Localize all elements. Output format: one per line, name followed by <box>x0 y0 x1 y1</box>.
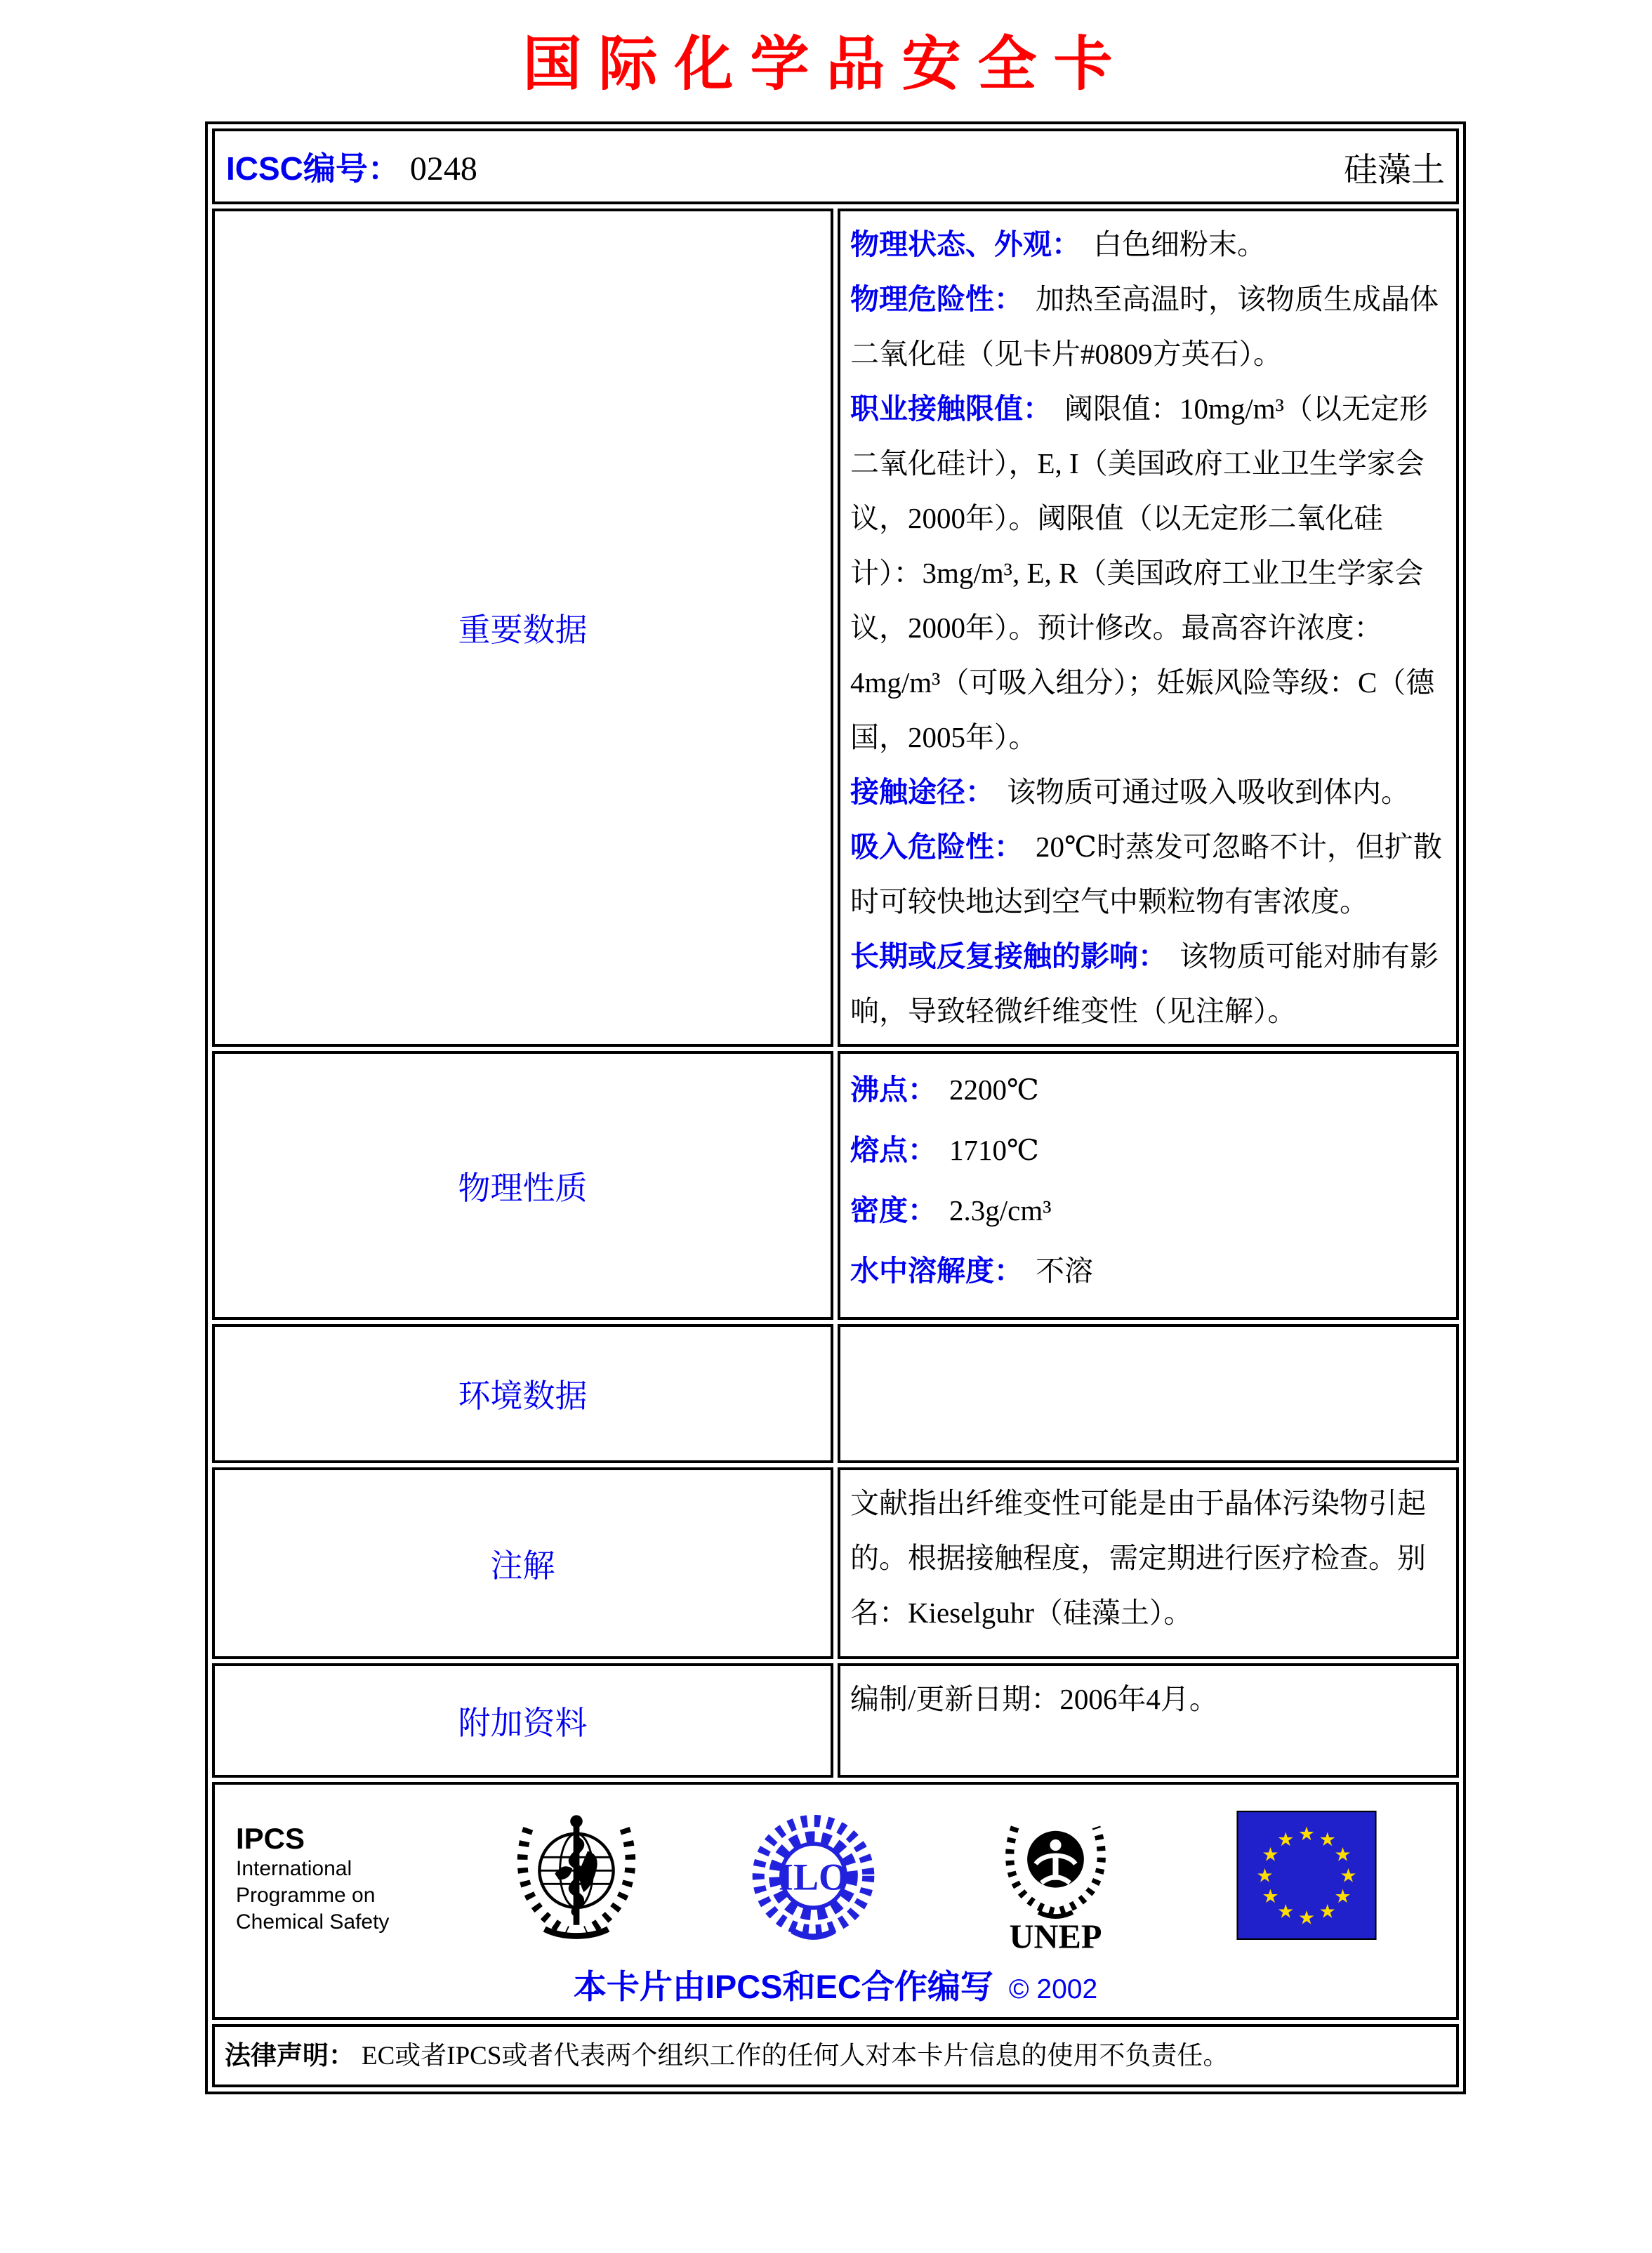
field-physical-state <box>850 217 1445 272</box>
field-density <box>850 1180 1445 1241</box>
section-label-physical-properties: 物理性质 <box>212 1051 833 1320</box>
eu-star-icon: ★ <box>1277 1828 1295 1851</box>
field-label: 物理状态、外观： <box>850 228 1081 260</box>
important-data-content <box>838 209 1459 1047</box>
logos-cell <box>212 1782 1459 2020</box>
legal-row <box>212 2024 1459 2087</box>
eu-star-icon: ★ <box>1334 1843 1352 1865</box>
field-water-solubility <box>850 1241 1445 1301</box>
field-text: 2200℃ <box>949 1073 1039 1106</box>
field-exposure-routes <box>850 765 1445 819</box>
header-cell <box>212 128 1459 204</box>
field-label: 接触途径： <box>850 776 994 808</box>
field-text: 20℃时蒸发可忽略不计，但扩散时可较快地达到空气中颗粒物有害浓度。 <box>850 831 1442 918</box>
eu-star-icon: ★ <box>1319 1901 1336 1923</box>
field-text: 2.3g/cm³ <box>949 1194 1052 1227</box>
notes-content: 文献指出纤维变性可能是由于晶体污染物引起的。根据接触程度，需定期进行医疗检查。别名：Kieselguhr（硅藻土）。 <box>838 1467 1459 1659</box>
eu-star-icon: ★ <box>1297 1823 1316 1845</box>
who-logo-icon <box>510 1812 643 1945</box>
eu-star-icon: ★ <box>1262 1885 1279 1908</box>
eu-star-icon: ★ <box>1277 1901 1295 1923</box>
environmental-data-content <box>838 1324 1459 1463</box>
field-label: 水中溶解度： <box>850 1255 1023 1287</box>
section-label-additional-info: 附加资料 <box>212 1663 833 1778</box>
footer-caption <box>236 1961 1435 2008</box>
ipcs-acronym: IPCS <box>236 1821 305 1855</box>
unep-logo-text: UNEP <box>1009 1918 1102 1954</box>
section-label-important-data: 重要数据 <box>212 209 833 1047</box>
field-text: 白色细粉末。 <box>1093 228 1266 260</box>
environmental-data-row <box>212 1324 1459 1463</box>
notes-row <box>212 1467 1459 1659</box>
legal-label: 法律声明： <box>225 2040 355 2070</box>
caption-text: 本卡片由IPCS和EC合作编写 <box>573 1968 993 2005</box>
section-label-notes: 注解 <box>212 1467 833 1659</box>
field-melting-point <box>850 1120 1445 1180</box>
copyright-text: © 2002 <box>1008 1974 1098 2004</box>
field-text: 该物质可通过吸入吸收到体内。 <box>1007 776 1410 808</box>
page-title: 国际化学品安全卡 <box>522 31 1130 97</box>
icsc-number-group <box>226 143 477 190</box>
eu-star-icon: ★ <box>1319 1828 1336 1851</box>
physical-properties-row <box>212 1051 1459 1320</box>
unep-logo-icon <box>994 1810 1117 1954</box>
field-label: 沸点： <box>850 1073 937 1106</box>
additional-info-content: 编制/更新日期：2006年4月。 <box>838 1663 1459 1778</box>
field-text: 阈限值：10mg/m³（以无定形二氧化硅计），E, I（美国政府工业卫生学家会议，2000年）。阈限值（以无定形二氧化硅计）：3mg/m³, E, R（美国政府工业卫生学家会议，2000年）。预计修改。最高容许浓度：4mg/m³（可吸入组分）；妊娠风险等级：C（德国，2005年）。 <box>850 392 1435 753</box>
field-occupational-exposure-limits <box>850 381 1445 765</box>
additional-info-row <box>212 1663 1459 1778</box>
field-text: 该物质可能对肺有影响，导致轻微纤维变性（见注解）。 <box>850 940 1439 1027</box>
field-boiling-point <box>850 1059 1445 1120</box>
eu-star-icon: ★ <box>1297 1906 1316 1929</box>
ipcs-line: Chemical Safety <box>236 1910 390 1934</box>
field-text: 不溶 <box>1036 1255 1093 1287</box>
ipcs-line: Programme on <box>236 1883 376 1907</box>
field-label: 熔点： <box>850 1134 937 1166</box>
legal-cell <box>212 2024 1459 2087</box>
icsc-number-label: ICSC编号： <box>226 150 400 187</box>
icsc-number-value: 0248 <box>409 150 477 187</box>
field-label: 密度： <box>850 1194 937 1227</box>
eu-star-icon: ★ <box>1334 1885 1352 1908</box>
field-label: 吸入危险性： <box>850 831 1023 863</box>
field-text: 加热至高温时，该物质生成晶体二氧化硅（见卡片#0809方英石）。 <box>850 283 1439 370</box>
field-label: 长期或反复接触的影响： <box>850 940 1167 972</box>
ilo-logo-text: ILO <box>778 1856 849 1898</box>
physical-properties-content <box>838 1051 1459 1320</box>
field-label: 物理危险性： <box>850 283 1023 315</box>
field-physical-hazard <box>850 272 1445 381</box>
eu-star-icon: ★ <box>1262 1843 1279 1865</box>
ilo-logo-icon <box>748 1812 878 1945</box>
eu-star-icon: ★ <box>1256 1865 1274 1887</box>
header-row <box>212 128 1459 204</box>
section-label-environmental-data: 环境数据 <box>212 1324 833 1463</box>
logos-row <box>212 1782 1459 2020</box>
field-text: 1710℃ <box>949 1134 1039 1166</box>
icsc-card-table <box>205 121 1466 2094</box>
important-data-row <box>212 209 1459 1047</box>
ipcs-block <box>236 1822 432 1936</box>
legal-text: EC或者IPCS或者代表两个组织工作的任何人对本卡片信息的使用不负责任。 <box>362 2041 1229 2070</box>
field-label: 职业接触限值： <box>850 392 1052 425</box>
eu-star-icon: ★ <box>1340 1865 1357 1887</box>
chemical-name: 硅藻土 <box>1343 151 1445 189</box>
ipcs-line: International <box>236 1856 352 1880</box>
eu-flag-icon <box>1236 1811 1377 1940</box>
field-inhalation-risk <box>850 819 1445 929</box>
field-long-term-effects <box>850 929 1445 1038</box>
